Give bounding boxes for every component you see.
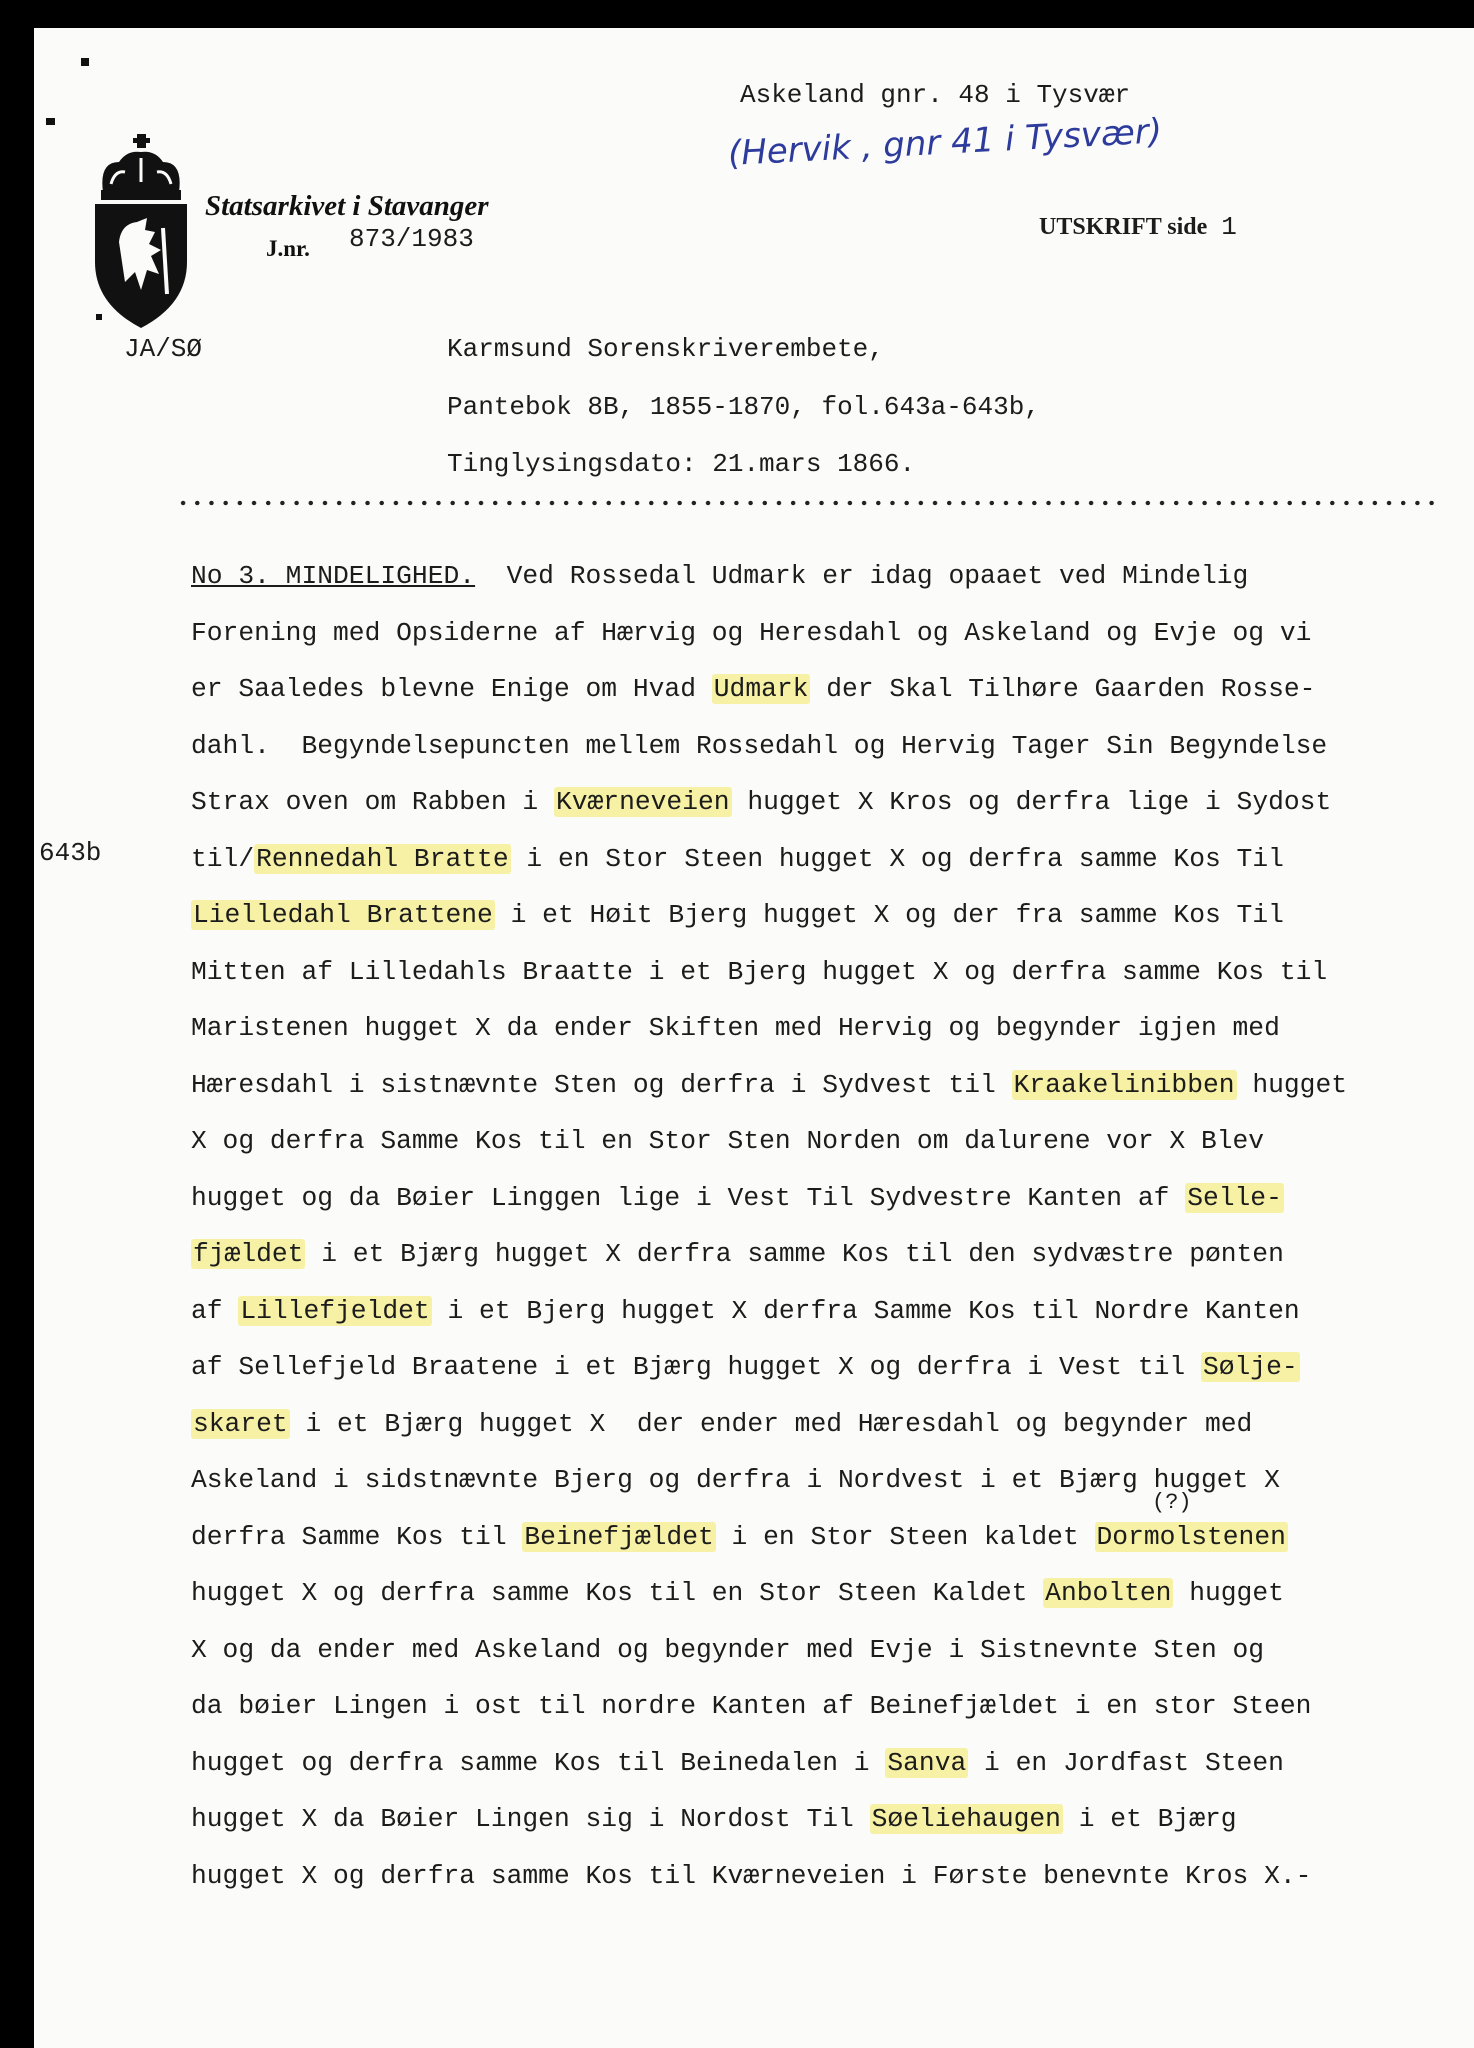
source-office: Karmsund Sorenskriverembete,: [447, 334, 884, 364]
highlighted-place-name: Selle-: [1187, 1182, 1282, 1213]
text-segment: hugget: [1236, 1069, 1348, 1100]
handwritten-annotation: (Hervik , gnr 41 i Tysvær): [726, 111, 1163, 174]
text-line: [191, 887, 1347, 944]
highlighted-place-name: Søeliehaugen: [871, 1804, 1061, 1834]
text-segment: hugget og derfra samme Kos til Beinedalen i: [191, 1747, 886, 1778]
text-segment: af Sellefjeld Braatene i et Bjærg hugget X og derfra i Vest til: [191, 1352, 1201, 1382]
case-initials: JA/SØ: [124, 334, 203, 364]
text-segment: hugget X og derfra samme Kos til en Stor Steen Kaldet: [191, 1578, 1044, 1608]
text-segment: i et Bjerg hugget X derfra Samme Kos til Nordre Kanten: [431, 1295, 1300, 1326]
text-segment: af: [191, 1295, 239, 1326]
text-segment: hugget og da Bøier Linggen lige i Vest Til Sydvestre Kanten af: [191, 1182, 1186, 1213]
text-segment: til/: [191, 843, 255, 874]
text-segment: i en Stor Steen kaldet: [715, 1521, 1095, 1552]
text-segment: Ved Rossedal Udmark er idag opaaet ved Mindelig: [475, 561, 1249, 591]
highlighted-place-name: Lillefjeldet: [240, 1295, 430, 1326]
transcript-label: UTSKRIFT side: [1039, 214, 1208, 240]
text-segment: da bøier Lingen i ost til nordre Kanten af Beinefjældet i en stor Steen: [191, 1691, 1312, 1721]
transcript-page-label: [1039, 212, 1237, 242]
highlighted-place-name: Rennedahl Bratte: [256, 843, 509, 874]
text-line: [191, 1396, 1347, 1453]
highlighted-place-name: fjældet: [193, 1239, 304, 1269]
text-segment: X og derfra Samme Kos til en Stor Sten Norden om dalurene vor X Blev: [191, 1126, 1265, 1156]
highlighted-place-name: Sølje-: [1202, 1352, 1298, 1382]
text-segment: i et Bjærg: [1062, 1804, 1237, 1834]
text-line: [191, 1791, 1347, 1848]
text-segment: hugget X Kros og derfra lige i Sydost: [731, 787, 1332, 817]
text-segment: Mitten af Lilledahls Braatte i et Bjerg hugget X og derfra samme Kos til: [191, 956, 1328, 987]
text-line: [191, 661, 1347, 718]
uncertain-reading-mark: (?): [1152, 1490, 1192, 1515]
highlighted-place-name: Kraakelinibben: [1013, 1069, 1235, 1100]
text-segment: der Skal Tilhøre Gaarden Rosse-: [810, 674, 1316, 704]
text-segment: derfra Samme Kos til: [191, 1521, 523, 1552]
text-line: [191, 1339, 1347, 1396]
text-line: [191, 1170, 1347, 1227]
text-segment: Maristenen hugget X da ender Skiften med Hervig og begynder igjen med: [191, 1013, 1280, 1043]
punch-mark: [81, 58, 89, 66]
registration-date: Tinglysingsdato: 21.mars 1866.: [447, 449, 916, 479]
text-segment: i et Bjærg hugget X der ender med Hæresdahl og begynder med: [289, 1408, 1253, 1439]
highlighted-place-name: Beinefjældet: [524, 1521, 714, 1552]
text-line: [191, 1509, 1347, 1566]
farm-reference: Askeland gnr. 48 i Tysvær: [740, 80, 1131, 110]
text-segment: hugget X da Bøier Lingen sig i Nordost Til: [191, 1804, 870, 1834]
text-line: [191, 831, 1347, 888]
text-segment: Askeland i sidstnævnte Bjerg og derfra i Nordvest i et Bjærg hugget X: [191, 1465, 1280, 1495]
text-segment: er Saaledes blevne Enige om Hvad: [191, 674, 712, 704]
text-segment: X og da ender med Askeland og begynder med Evje i Sistnevnte Sten og: [191, 1634, 1265, 1665]
text-segment: i et Bjærg hugget X derfra samme Kos til den sydvæstre pønten: [305, 1239, 1284, 1269]
text-segment: dahl. Begyndelsepuncten mellem Rossedahl og Hervig Tager Sin Begyndelse: [191, 730, 1328, 761]
dotted-separator: [176, 500, 1436, 506]
text-line: [191, 944, 1347, 1001]
journal-number: 873/1983: [349, 224, 474, 254]
text-segment: Hæresdahl i sistnævnte Sten og derfra i Sydvest til: [191, 1069, 1012, 1100]
text-segment: No 3. MINDELIGHED.: [191, 561, 476, 591]
archive-name: Statsarkivet i Stavanger: [205, 190, 489, 222]
text-line: [191, 718, 1347, 775]
text-line: [191, 1622, 1347, 1679]
coat-of-arms-icon: [89, 132, 194, 332]
text-segment: i en Jordfast Steen: [968, 1747, 1284, 1778]
highlighted-place-name: Lielledahl Brattene: [193, 900, 493, 930]
highlighted-place-name: skaret: [193, 1408, 288, 1439]
text-segment: i en Stor Steen hugget X og derfra samme Kos Til: [510, 843, 1284, 874]
text-line: [191, 1000, 1347, 1057]
source-protocol: Pantebok 8B, 1855-1870, fol.643a-643b,: [447, 392, 1040, 422]
text-segment: i et Høit Bjerg hugget X og der fra samme Kos Til: [494, 900, 1284, 930]
text-line: [191, 1057, 1347, 1114]
text-segment: Forening med Opsiderne af Hærvig og Heresdahl og Askeland og Evje og vi: [191, 617, 1312, 648]
highlighted-place-name: Dormolstenen: [1096, 1521, 1286, 1552]
highlighted-place-name: Udmark: [713, 674, 809, 704]
text-line: [191, 548, 1347, 605]
highlighted-place-name: Kværneveien: [555, 787, 730, 817]
text-line: [191, 1848, 1347, 1905]
text-line: [191, 605, 1347, 662]
document-page: [34, 28, 1474, 2048]
text-line: [191, 1283, 1347, 1340]
text-line: [191, 1452, 1347, 1509]
text-line: [191, 1735, 1347, 1792]
text-segment: Strax oven om Rabben i: [191, 787, 554, 817]
punch-mark: [46, 118, 55, 125]
highlighted-place-name: Anbolten: [1045, 1578, 1172, 1608]
transcript-body: [191, 548, 1347, 1904]
text-segment: hugget X og derfra samme Kos til Kværneveien i Første benevnte Kros X.-: [191, 1860, 1312, 1891]
highlighted-place-name: Sanva: [887, 1747, 967, 1778]
page-number: 1: [1221, 212, 1237, 242]
folio-margin-note: 643b: [39, 838, 102, 868]
text-line: [191, 1113, 1347, 1170]
text-line: [191, 1226, 1347, 1283]
journal-number-label: J.nr.: [266, 236, 310, 261]
text-segment: hugget: [1173, 1578, 1284, 1608]
text-line: [191, 1678, 1347, 1735]
text-line: [191, 774, 1347, 831]
text-line: [191, 1565, 1347, 1622]
